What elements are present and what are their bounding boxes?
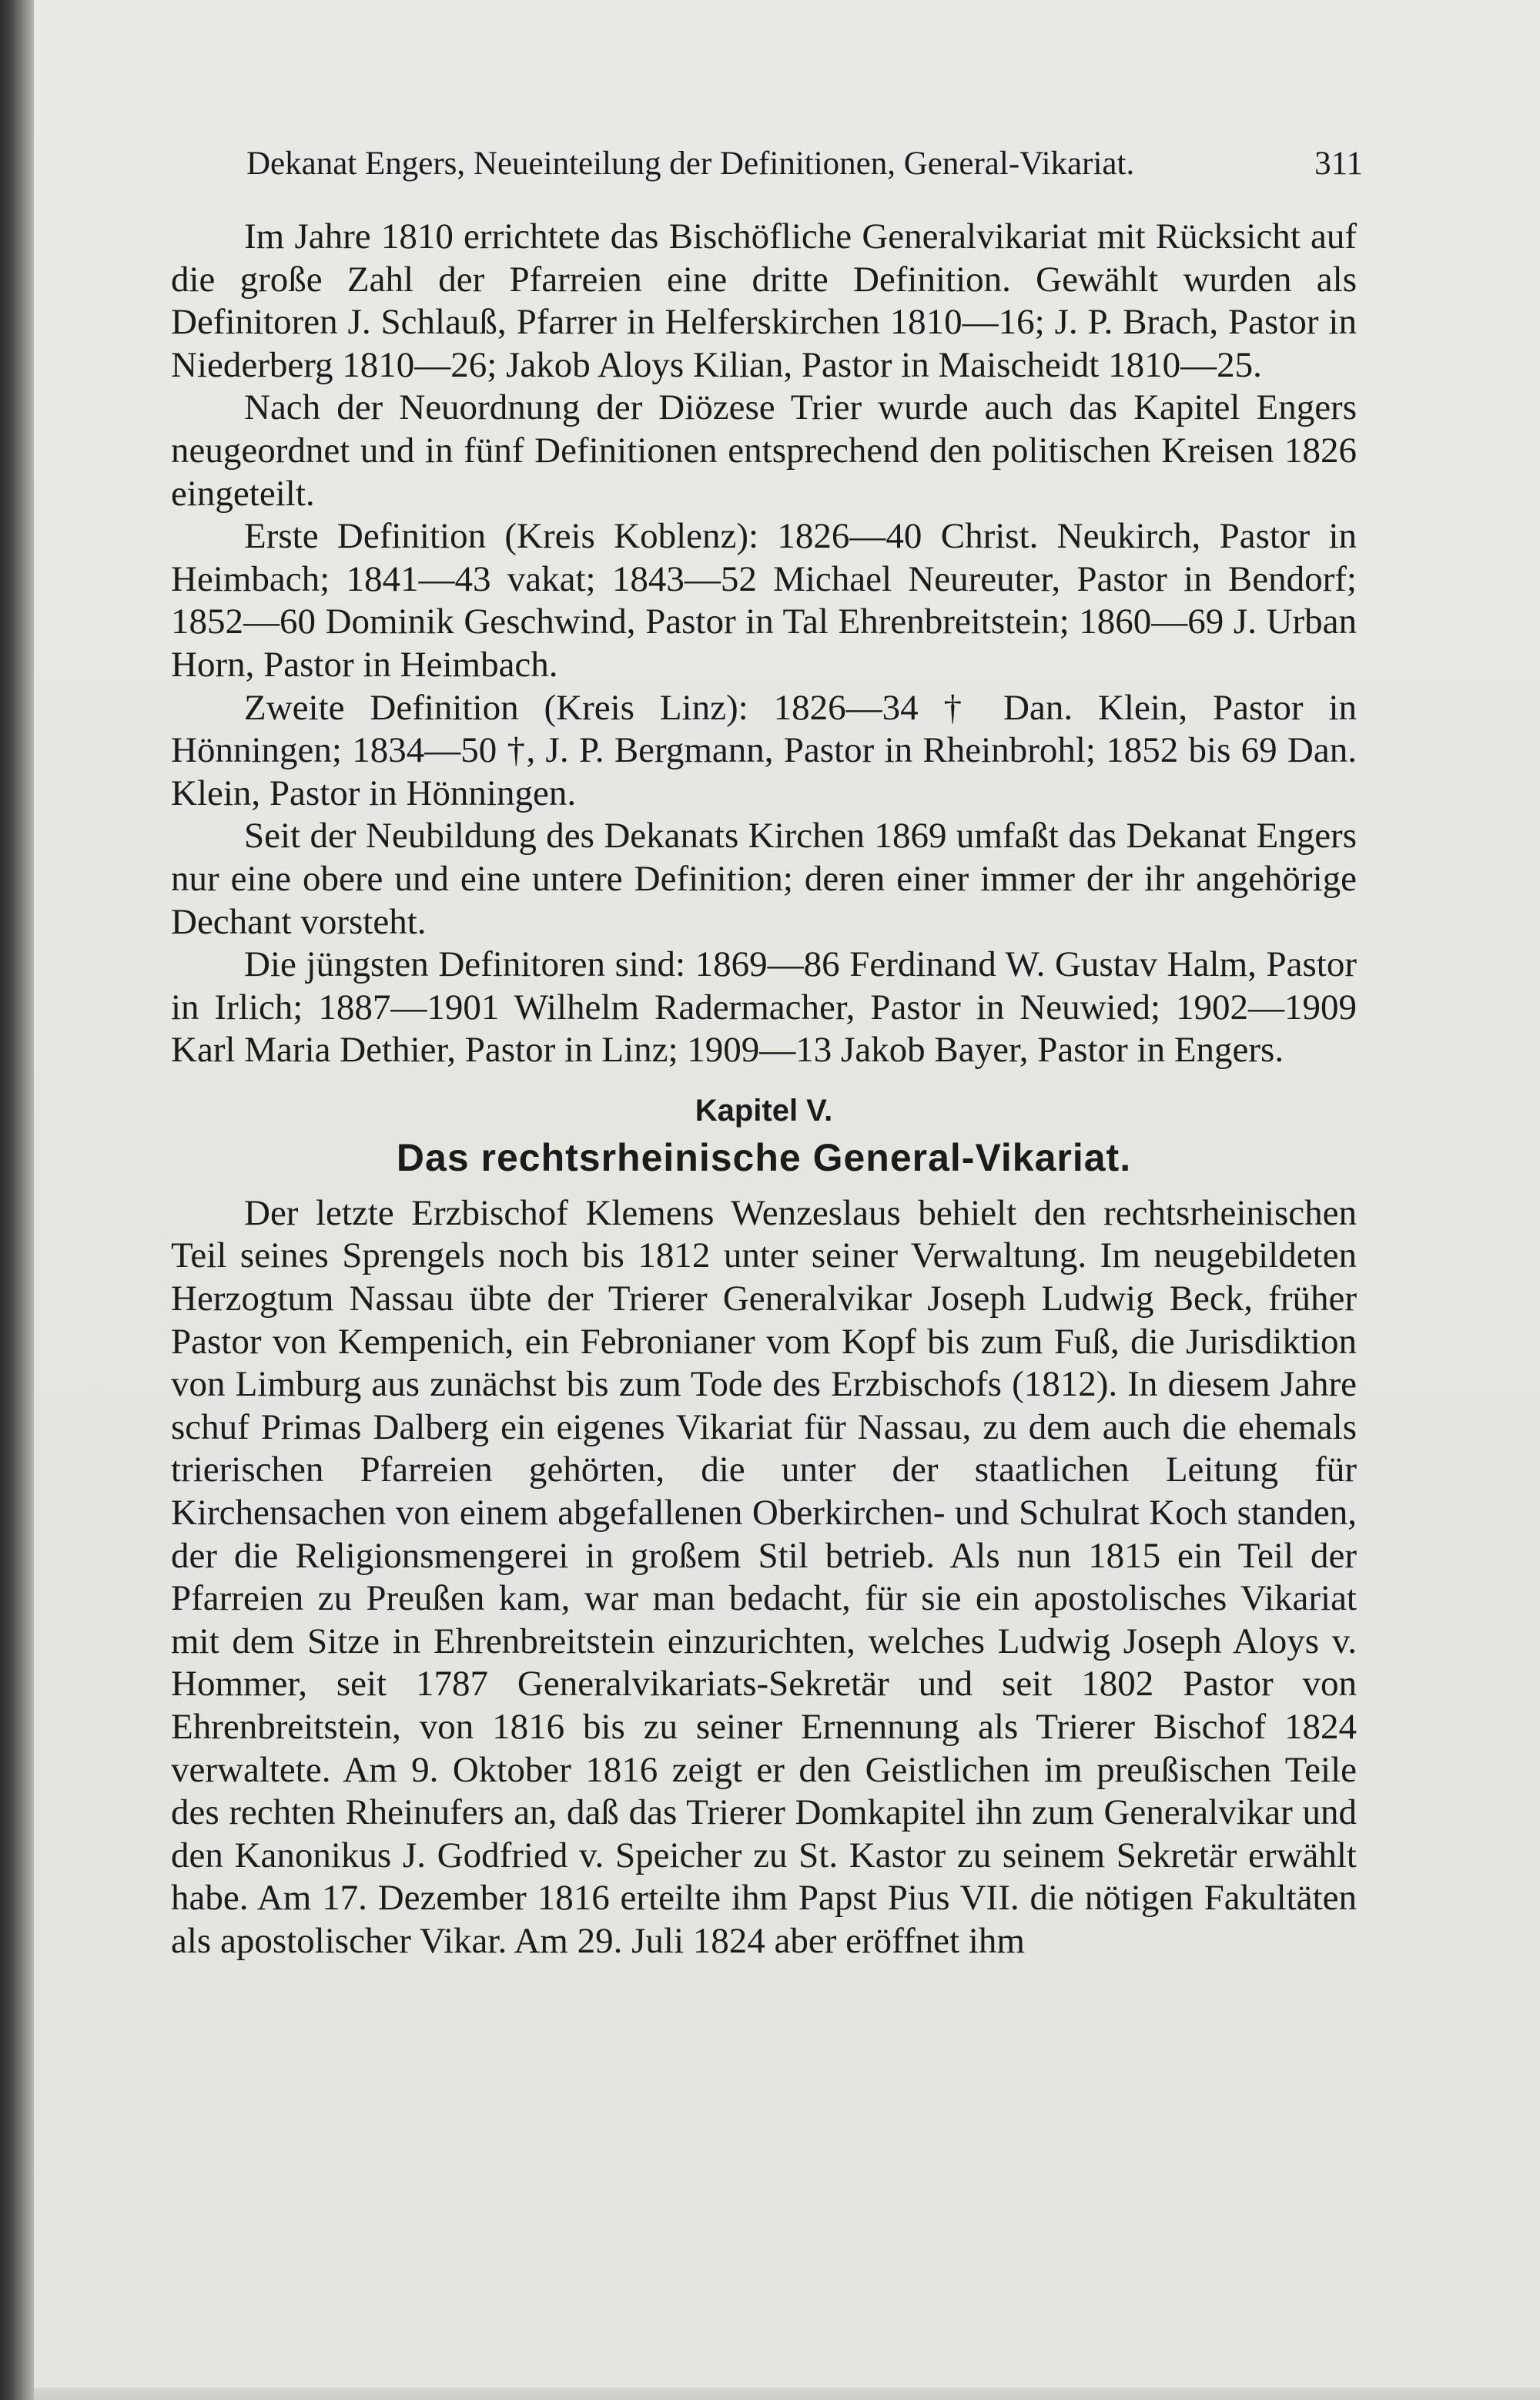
paragraph-juengste-definitoren: Die jüngsten Definitoren sind: 1869—86 Ferdinand W. Gustav Halm, Pastor in Irlich; 1887—1901 Wilhelm Radermacher, Pastor in Neuwied; 1902—1909 Karl Maria Dethier, Pastor in Linz; 1909—13 Jakob Bayer, Pastor in Engers. [171,944,1357,1071]
paragraph-erste-definition: Erste Definition (Kreis Koblenz): 1826—40 Christ. Neukirch, Pastor in Heimbach; 1841—43 vakat; 1843—52 Michael Neureuter, Pastor in Bendorf; 1852—60 Dominik Geschwind, Pastor in Tal Ehrenbreitstein; 1860—69 J. Urban Horn, Pastor in Heimbach. [171,516,1357,685]
paragraph-dekanat-kirchen: Seit der Neubildung des Dekanats Kirchen 1869 umfaßt das Dekanat Engers nur eine obere und eine untere Definition; deren einer immer der ihr angehörige Dechant vorsteht. [171,816,1357,942]
page-gutter-shadow [0,0,34,2400]
running-head [246,141,1363,187]
paragraph-neuordnung: Nach der Neuordnung der Diözese Trier wurde auch das Kapitel Engers neugeordnet und in fünf Definitionen entsprechend den politischen Kreisen 1826 eingeteilt. [171,387,1357,514]
chapter-title: Das rechtsrheinische General-Vikariat. [396,1135,1132,1179]
body-text [171,216,1357,1963]
running-head-title: Dekanat Engers, Neueinteilung der Definitionen, General-Vikariat. [246,146,1135,182]
chapter-label: Kapitel V. [695,1093,833,1128]
paragraph-chapter-intro: Der letzte Erzbischof Klemens Wenzeslaus behielt den rechtsrheinischen Teil seines Sprengels noch bis 1812 unter seiner Verwaltung. Im neugebildeten Herzogtum Nassau übte der Trierer Generalvikar Joseph Ludwig Beck, früher Pastor von Kempenich, ein Febronianer vom Kopf bis zum Fuß, die Jurisdiktion von Limburg aus zunächst bis zum Tode des Erzbischofs (1812). In diesem Jahre schuf Primas Dalberg ein eigenes Vikariat für Nassau, zu dem auch die ehemals trierischen Pfarreien gehörten, die unter der staatlichen Leitung für Kirchensachen von einem abgefallenen Oberkirchen- und Schulrat Koch standen, der die Religionsmengerei in großem Stil betrieb. Als nun 1815 ein Teil der Pfarreien zu Preußen kam, war man bedacht, für sie ein apostolisches Vikariat mit dem Sitze in Ehrenbreitstein einzurichten, welches Ludwig Joseph Aloys v. Hommer, seit 1787 Generalvikariats-Sekretär und seit 1802 Pastor von Ehrenbreitstein, von 1816 bis zu seiner Ernennung als Trierer Bischof 1824 verwaltete. Am 9. Oktober 1816 zeigt er den Geistlichen im preußischen Teile des rechten Rheinufers an, daß das Trierer Domkapitel ihn zum Generalvikar und den Kanonikus J. Godfried v. Speicher zu St. Kastor zu seinem Sekretär erwählt habe. Am 17. Dezember 1816 erteilte ihm Papst Pius VII. die nötigen Fakultäten als apostolischer Vikar. Am 29. Juli 1824 aber eröffnet ihm [171,1192,1357,1961]
paragraph-zweite-definition: Zweite Definition (Kreis Linz): 1826—34 † Dan. Klein, Pastor in Hönningen; 1834—50 †, J. P. Bergmann, Pastor in Rheinbrohl; 1852 bis 69 Dan. Klein, Pastor in Hönningen. [171,687,1357,813]
page-bottom-edge [34,2388,1540,2400]
paragraph-generalvikariat-1810: Im Jahre 1810 errichtete das Bischöfliche Generalvikariat mit Rücksicht auf die große Zahl der Pfarreien eine dritte Definition. Gewählt wurden als Definitoren J. Schlauß, Pfarrer in Helferskirchen 1810—16; J. P. Brach, Pastor in Niederberg 1810—26; Jakob Aloys Kilian, Pastor in Maischeidt 1810—25. [171,216,1357,385]
page-number: 311 [1314,146,1363,182]
